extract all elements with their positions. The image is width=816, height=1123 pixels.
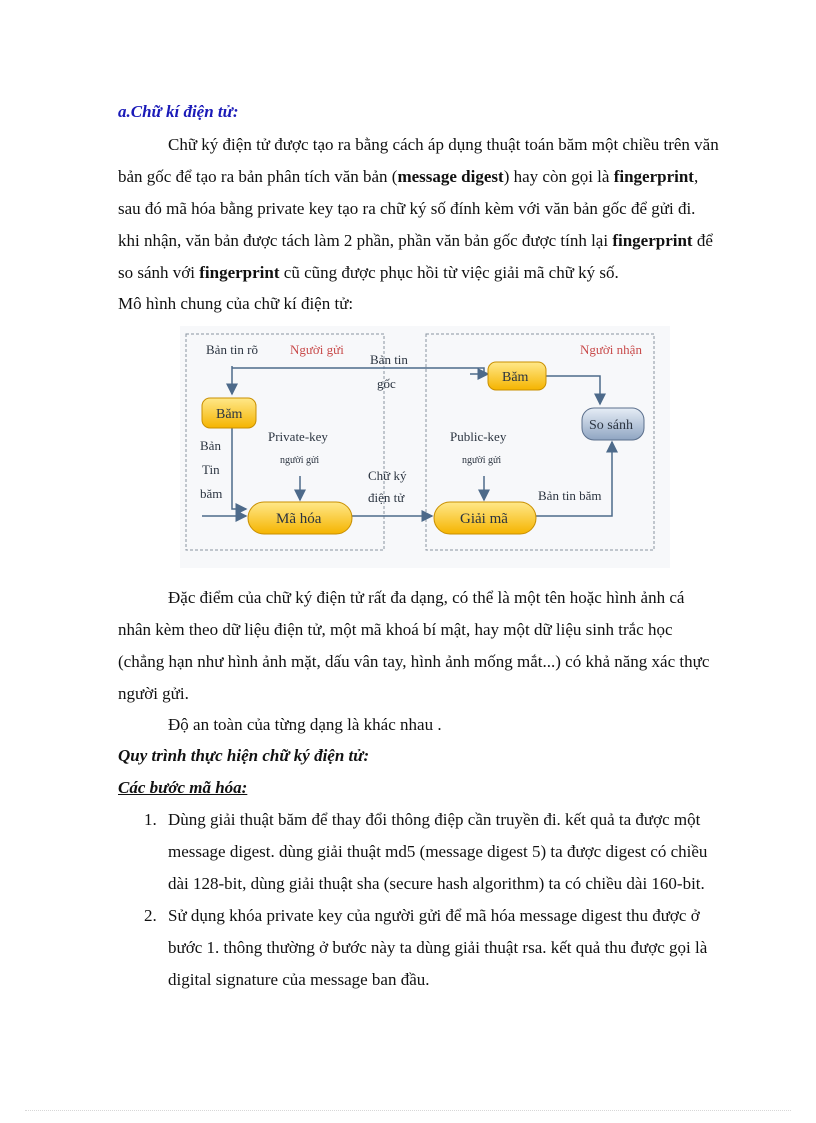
digital-signature-diagram	[180, 326, 670, 568]
paragraph-1-line-1: Chữ ký điện tử được tạo ra bằng cách áp dụng thuật toán băm một chiều trên văn	[168, 135, 719, 154]
paragraph-2-line-2: nhân kèm theo dữ liệu điện tử, một mã khoá bí mật, hay một dữ liệu sinh trắc học	[118, 620, 673, 639]
step-1-line-1: Dùng giải thuật băm để thay đổi thông điệp cần truyền đi. kết quả ta được một	[168, 810, 701, 829]
paragraph-3: Độ an toàn của từng dạng là khác nhau .	[168, 715, 442, 734]
bold-term: fingerprint	[612, 231, 693, 250]
hashed-msg-label-1: Bản	[200, 438, 221, 453]
public-key-owner: người gửi	[462, 455, 502, 466]
step-1-line-2: message digest. dùng giải thuật md5 (message digest 5) ta được digest có chiều	[168, 842, 708, 861]
paragraph-2-line-4: người gửi.	[118, 684, 189, 703]
paragraph-1-line-5	[118, 263, 619, 283]
bold-term: fingerprint	[199, 263, 280, 282]
decrypt-label: Giải mã	[460, 511, 508, 527]
text-run: ,	[693, 167, 699, 186]
original-msg-label-2: gốc	[377, 376, 396, 391]
paragraph-1-line-4	[118, 231, 713, 251]
hashed-msg-label-2: Tin	[202, 462, 220, 477]
step-1-line-3: dài 128-bit, dùng giải thuật sha (secure hash algorithm) ta có chiều dài 160-bit.	[168, 874, 705, 893]
text-run: so sánh với	[118, 263, 200, 282]
model-intro: Mô hình chung của chữ kí điện tử:	[118, 294, 354, 313]
hashed-msg-right-label: Bản tin băm	[538, 488, 602, 503]
encrypt-label: Mã hóa	[276, 511, 322, 527]
paragraph-2-line-3: (chẳng hạn như hình ảnh mặt, dấu vân tay, hình ảnh mống mắt...) có khả năng xác thực	[118, 652, 710, 671]
plaintext-label: Bản tin rõ	[206, 342, 258, 357]
hash-right-label: Băm	[502, 370, 529, 385]
diagram-svg	[180, 326, 670, 568]
sender-label: Người gửi	[290, 342, 344, 357]
original-msg-label-1: Bản tin	[370, 352, 408, 367]
step-2-line-2: bước 1. thông thường ở bước này ta dùng giải thuật rsa. kết quả thu được gọi là	[168, 938, 708, 957]
private-key-owner: người gửi	[280, 455, 320, 466]
text-run: khi nhận, văn bản được tách làm 2 phần, phần văn bản gốc được tính lại	[118, 231, 613, 250]
paragraph-2-line-1: Đặc điểm của chữ ký điện tử rất đa dạng, có thể là một tên hoặc hình ảnh cá	[168, 588, 685, 607]
hash-left-label: Băm	[216, 407, 243, 422]
text-run: bản gốc để tạo ra bản phân tích văn bản (	[118, 167, 398, 186]
text-run: ) hay còn gọi là	[503, 167, 614, 186]
paragraph-1-line-2	[118, 167, 698, 187]
page-footer-rule	[25, 1110, 791, 1111]
signature-label-2: điện tử	[368, 490, 405, 505]
hashed-msg-label-3: băm	[200, 486, 223, 501]
public-key-label: Public-key	[450, 429, 507, 444]
paragraph-1-line-3: sau đó mã hóa bằng private key tạo ra chữ ký số đính kèm với văn bản gốc để gửi đi.	[118, 199, 696, 218]
step-2-number: 2.	[144, 906, 157, 925]
private-key-label: Private-key	[268, 429, 328, 444]
bold-term: message digest	[397, 167, 504, 186]
section-title: a.Chữ kí điện tử:	[118, 102, 239, 121]
bold-term: fingerprint	[613, 167, 694, 186]
step-1-number: 1.	[144, 810, 157, 829]
signature-label-1: Chữ ký	[368, 468, 407, 483]
process-title: Quy trình thực hiện chữ ký điện tử:	[118, 746, 370, 765]
step-2-line-3: digital signature của message ban đầu.	[168, 970, 430, 989]
step-2-line-1: Sử dụng khóa private key của người gửi để mã hóa message digest thu được ở	[168, 906, 700, 925]
compare-label: So sánh	[589, 418, 633, 433]
steps-title: Các bước mã hóa:	[118, 778, 248, 797]
text-run: để	[692, 231, 713, 250]
text-run: cũ cũng được phục hồi từ việc giải mã chữ ký số.	[279, 263, 619, 282]
receiver-label: Người nhận	[580, 342, 642, 357]
